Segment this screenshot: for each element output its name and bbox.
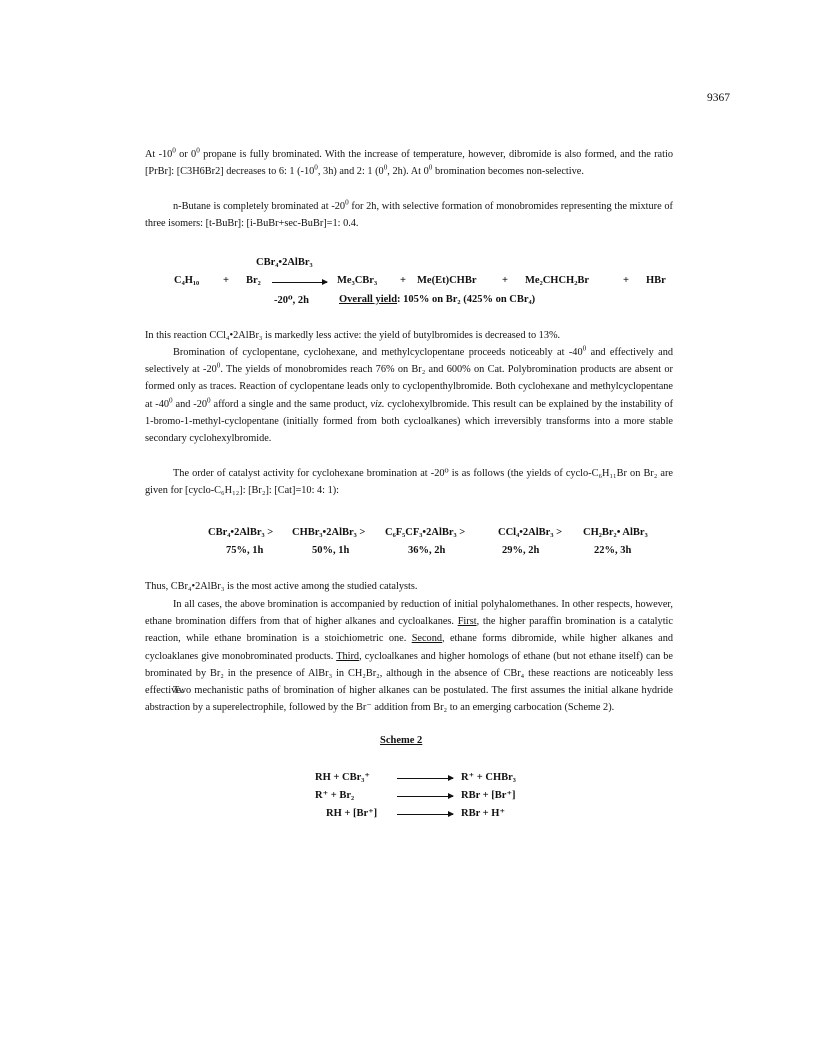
underlined-text: Second — [411, 633, 442, 645]
text-run: Bromination of cyclopentane, cyclohexane, and methylcyclopentane proceeds noticeably at -40 — [173, 347, 583, 358]
degree-sup: 0 — [196, 146, 200, 155]
scheme-2-row-3-left: RH + [Br⁺] — [326, 808, 378, 819]
text-run: , cycloalkanes and higher homologs of ethane (but not ethane itself) can be brominated by Br₂ in the presence of AlBr₃ in CH₂Br₂, although in the absence of CBr₄ these reactions are noticeably less effective. — [145, 650, 673, 697]
reaction-arrow — [397, 778, 453, 779]
catalyst-4: CCl₄•2AlBr₃ > — [498, 527, 563, 538]
italic-text: viz. — [370, 398, 385, 410]
catalyst-5: CH₂Br₂• AlBr₃ — [583, 527, 648, 538]
reaction-arrow — [272, 282, 327, 283]
catalyst-3: C₆F₅CF₃•2AlBr₃ > — [385, 527, 466, 538]
reactant-butane: C₄H₁₀ — [174, 275, 200, 286]
reaction-arrow — [397, 796, 453, 797]
text-run: for 2h, with selective formation of monobromides representing the mixture of three isomers: [t-BuBr]: [i-BuBr+sec-BuBr]=1: 0.4. — [145, 201, 673, 230]
plus-sign: + — [400, 275, 406, 286]
degree-sup: 0 — [172, 146, 176, 155]
paragraph-butane — [145, 198, 673, 232]
yield-text: : 105% on Br₂ (425% on CBr₄) — [397, 294, 536, 305]
overall-yield — [339, 294, 535, 305]
yield-3: 36%, 2h — [408, 545, 446, 556]
text-run: bromination becomes non-selective. — [432, 166, 584, 178]
scheme-2-row-2-left: R⁺ + Br₂ — [315, 790, 355, 801]
page-number: 9367 — [707, 92, 730, 104]
yield-label: Overall yield — [339, 294, 398, 305]
reaction-arrow — [397, 814, 453, 815]
degree-sup: 0 — [216, 361, 221, 370]
catalyst-2: CHBr₃•2AlBr₃ > — [292, 527, 366, 538]
degree-sup: 0 — [169, 396, 173, 405]
paragraph-most-active: Thus, CBr₄•2AlBr₃ is the most active among the studied catalysts. — [145, 581, 418, 592]
text-run: afford a single and the same product, — [210, 398, 371, 410]
scheme-2-row-1-left: RH + CBr₃⁺ — [315, 772, 370, 783]
degree-sup: 0 — [582, 344, 587, 353]
reactant-bromine: Br₂ — [246, 275, 261, 286]
underlined-text: First — [457, 616, 477, 628]
yield-1: 75%, 1h — [226, 545, 264, 556]
text-run: , 3h) and 2: 1 (0 — [317, 166, 384, 178]
catalyst-label: CBr₄•2AlBr₃ — [256, 257, 313, 268]
plus-sign: + — [502, 275, 508, 286]
catalyst-1: CBr₄•2AlBr₃ > — [208, 527, 274, 538]
text-run: , ethane forms dibromide, while higher alkanes and cycloaklanes give monobrominated products. — [145, 633, 673, 662]
degree-sup: 0 — [428, 163, 433, 172]
paragraph-mechanism: Two mechanistic paths of bromination of higher alkanes can be postulated. The first assumes the initial alkane hydride abstraction by a superelectrophile, followed by the Br⁻ addition from Br₂ to an emerging carbocation (Scheme 2). — [145, 685, 673, 714]
scheme-2-row-3-right: RBr + H⁺ — [461, 808, 505, 819]
degree-sup: 0 — [207, 396, 211, 405]
product-1: Me₃CBr₃ — [337, 275, 378, 286]
paragraph-activity-order: The order of catalyst activity for cyclohexane bromination at -20⁰ is as follows (the yields of cyclo-C₆H₁₁Br on Br₂ are given for [cyclo-C₆H₁₂]: [Br₂]: [Cat]=10: 4: 1): — [145, 468, 673, 497]
plus-sign: + — [223, 275, 229, 286]
degree-sup: 0 — [345, 198, 349, 207]
text-run: propane is fully brominated. With the increase of temperature, however, dibromide is also formed, and the ratio [PrBr]: [C3H6Br2] decreases to 6: 1 (-10 — [145, 149, 673, 178]
text-run: n-Butane is completely brominated at -20 — [173, 201, 346, 212]
text-run: . The yields of monobromides reach 76% on Br₂ and 600% on Cat. Polybromination products are absent or formed only as traces. Reaction of cyclopentane leads only to cyclopenthylbromide. Both cyclohexane and methylcyclopentane at -40 — [145, 364, 673, 410]
degree-sup: 0 — [383, 163, 388, 172]
text-run: In all cases, the above bromination is accompanied by reduction of initial polyhalomethanes. In other respects, however, ethane bromination differs from that of higher alkanes and cycloalkanes. — [145, 599, 673, 628]
text-run: At -10 — [145, 149, 173, 160]
text-run: , the higher paraffin bromination is a catalytic reaction, while ethane bromination is a stoichiometric one. — [145, 616, 673, 645]
paragraph-cycloalkanes — [145, 344, 673, 447]
paragraph-ccl4: In this reaction CCl₄•2AlBr₃ is markedly less active: the yield of butylbromides is decreased to 13%. — [145, 330, 561, 341]
text-run: , 2h). At 0 — [387, 166, 429, 178]
scheme-2-row-2-right: RBr + [Br⁺] — [461, 790, 516, 801]
reaction-conditions: -20⁰, 2h — [274, 295, 309, 306]
scheme-2-row-1-right: R⁺ + CHBr₃ — [461, 772, 516, 783]
yield-5: 22%, 3h — [594, 545, 632, 556]
product-2: Me(Et)CHBr — [417, 275, 477, 286]
paragraph-propane — [145, 146, 673, 180]
text-run: or 0 — [175, 149, 197, 160]
text-run: and -20 — [172, 398, 208, 410]
product-4: HBr — [646, 275, 666, 286]
underlined-text: Third — [336, 650, 360, 662]
plus-sign: + — [623, 275, 629, 286]
text-run: cyclohexylbromide. This result can be explained by the instability of 1-bromo-1-methyl-cyclopentane (initially formed from both cycloalkanes) which irreversibly transforms into a more stable secondary cyclohexylbromide. — [145, 398, 673, 445]
degree-sup: 0 — [314, 163, 318, 172]
text-run: and effectively and selectively at -20 — [145, 347, 673, 376]
yield-2: 50%, 1h — [312, 545, 350, 556]
yield-4: 29%, 2h — [502, 545, 540, 556]
scheme-2-title: Scheme 2 — [380, 735, 423, 746]
product-3: Me₂CHCH₂Br — [525, 275, 590, 286]
